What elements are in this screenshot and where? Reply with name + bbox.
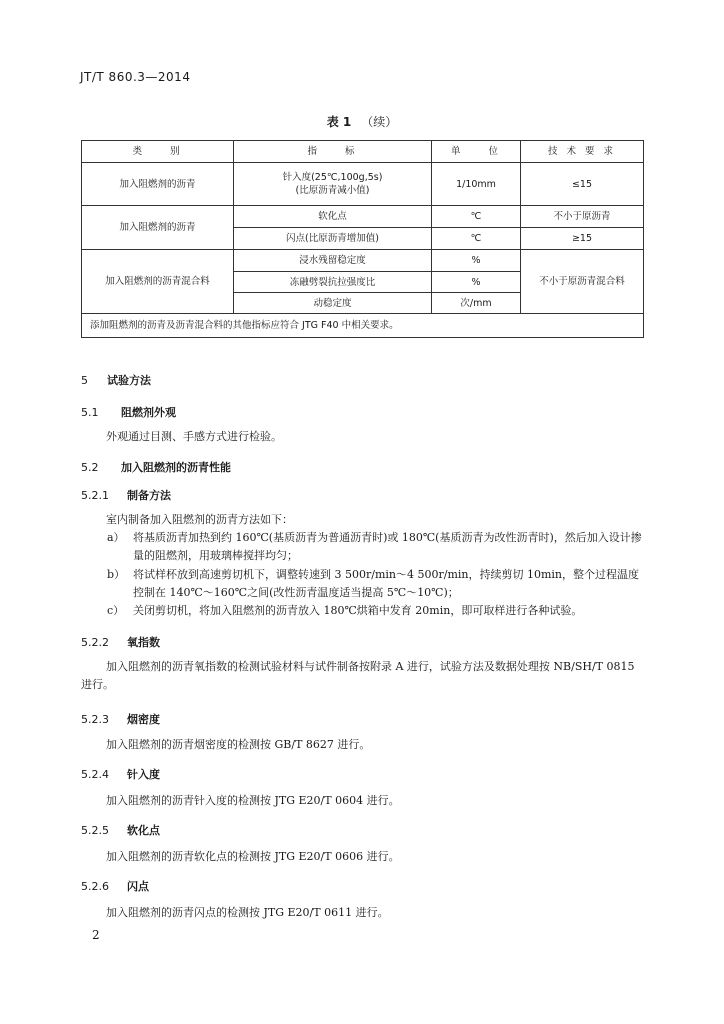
page-number: 2 [92, 928, 100, 942]
cell-unit: ℃ [432, 206, 521, 228]
cell-category: 加入阻燃剂的沥青 [82, 163, 234, 206]
paragraph: 加入阻燃剂的沥青软化点的检测按 JTG E20/T 0606 进行。 [106, 850, 400, 863]
table-caption-title: 表 1 [326, 115, 352, 129]
indicator-line: (比原沥青减小值) [295, 185, 370, 196]
list-item-text: 关闭剪切机，将加入阻燃剂的沥青放入 180℃烘箱中发育 20min，即可取样进行各种试验。 [133, 604, 583, 617]
paragraph: 加入阻燃剂的沥青针入度的检测按 JTG E20/T 0604 进行。 [106, 794, 400, 807]
section-heading-5-2-5 [81, 822, 160, 838]
cell-indicator: 冻融劈裂抗拉强度比 [234, 272, 432, 293]
list-item [81, 566, 643, 602]
cell-requirement: 不小于原沥青 [521, 206, 644, 228]
cell-category: 加入阻燃剂的沥青混合料 [82, 250, 234, 314]
section-title: 闪点 [127, 880, 149, 893]
cell-unit: 1/10mm [432, 163, 521, 206]
table-header-row [82, 141, 644, 163]
section-title: 氧指数 [127, 636, 160, 649]
section-number: 5.2.3 [81, 713, 109, 726]
section-title: 阻燃剂外观 [121, 406, 176, 419]
cell-requirement: 不小于原沥青混合料 [521, 250, 644, 314]
cell-requirement: ≤15 [521, 163, 644, 206]
section-title: 烟密度 [127, 713, 160, 726]
cell-indicator [234, 163, 432, 206]
cell-category: 加入阻燃剂的沥青 [82, 206, 234, 250]
list-item-text: 将基质沥青加热到约 160℃(基质沥青为普通沥青时)或 180℃(基质沥青为改性沥青时)，然后加入设计掺量的阻燃剂，用玻璃棒搅拌均匀； [133, 531, 642, 562]
section-heading-5-2 [81, 459, 231, 475]
cell-indicator: 软化点 [234, 206, 432, 228]
cell-requirement: ≥15 [521, 228, 644, 250]
paragraph: 室内制备加入阻燃剂的沥青方法如下： [106, 513, 293, 526]
table-row [82, 250, 644, 272]
section-heading-5-2-1 [81, 487, 171, 503]
section-title: 试验方法 [107, 374, 151, 387]
cell-unit: ℃ [432, 228, 521, 250]
section-heading-5-2-2 [81, 634, 160, 650]
cell-indicator: 闪点(比原沥青增加值) [234, 228, 432, 250]
section-heading-5-2-3 [81, 711, 160, 727]
table-row [82, 206, 644, 228]
list-item-text: 将试样杯放到高速剪切机下，调整转速到 3 500r/min～4 500r/min，持续剪切 10min，整个过程温度控制在 140℃～160℃之间(改性沥青温度适当提高 5℃～10℃)； [133, 568, 639, 599]
section-title: 制备方法 [127, 489, 171, 502]
section-heading-5-2-4 [81, 766, 160, 782]
col-header-requirement: 技 术 要 求 [521, 141, 644, 163]
paragraph: 外观通过目测、手感方式进行检验。 [106, 430, 282, 443]
section-title: 软化点 [127, 824, 160, 837]
table-caption-continued: （续） [361, 115, 398, 129]
section-number: 5 [81, 374, 88, 387]
col-header-indicator: 指 标 [234, 141, 432, 163]
list-item [81, 529, 643, 565]
cell-indicator: 浸水残留稳定度 [234, 250, 432, 272]
cell-unit: % [432, 272, 521, 293]
section-number: 5.2.6 [81, 880, 109, 893]
col-header-unit: 单 位 [432, 141, 521, 163]
section-number: 5.2.2 [81, 636, 109, 649]
list-item-label: b） [107, 568, 126, 581]
spec-table [81, 140, 644, 338]
table-note-row [82, 314, 644, 338]
paragraph: 加入阻燃剂的沥青烟密度的检测按 GB/T 8627 进行。 [106, 738, 371, 751]
col-header-category: 类 别 [82, 141, 234, 163]
table-row [82, 163, 644, 206]
cell-indicator: 动稳定度 [234, 293, 432, 314]
list-item [81, 602, 643, 620]
paragraph: 加入阻燃剂的沥青闪点的检测按 JTG E20/T 0611 进行。 [106, 906, 389, 919]
section-number: 5.2 [81, 461, 99, 474]
section-heading-5-1 [81, 404, 176, 420]
section-heading-5-2-6 [81, 878, 149, 894]
indicator-line: 针入度(25℃,100g,5s) [282, 172, 383, 183]
list-item-label: a） [107, 531, 125, 544]
cell-unit: % [432, 250, 521, 272]
paragraph: 加入阻燃剂的沥青氧指数的检测试验材料与试件制备按附录 A 进行，试验方法及数据处理按 NB/SH/T 0815 进行。 [81, 660, 635, 691]
table-note: 添加阻燃剂的沥青及沥青混合料的其他指标应符合 JTG F40 中相关要求。 [82, 314, 644, 338]
table-caption [0, 113, 724, 130]
section-title: 加入阻燃剂的沥青性能 [121, 461, 231, 474]
standard-code: JT/T 860.3—2014 [80, 70, 191, 84]
section-number: 5.2.4 [81, 768, 109, 781]
cell-unit: 次/mm [432, 293, 521, 314]
section-number: 5.2.5 [81, 824, 109, 837]
section-title: 针入度 [127, 768, 160, 781]
section-number: 5.1 [81, 406, 99, 419]
section-number: 5.2.1 [81, 489, 109, 502]
list-item-label: c） [107, 604, 125, 617]
section-heading-5 [81, 372, 151, 388]
